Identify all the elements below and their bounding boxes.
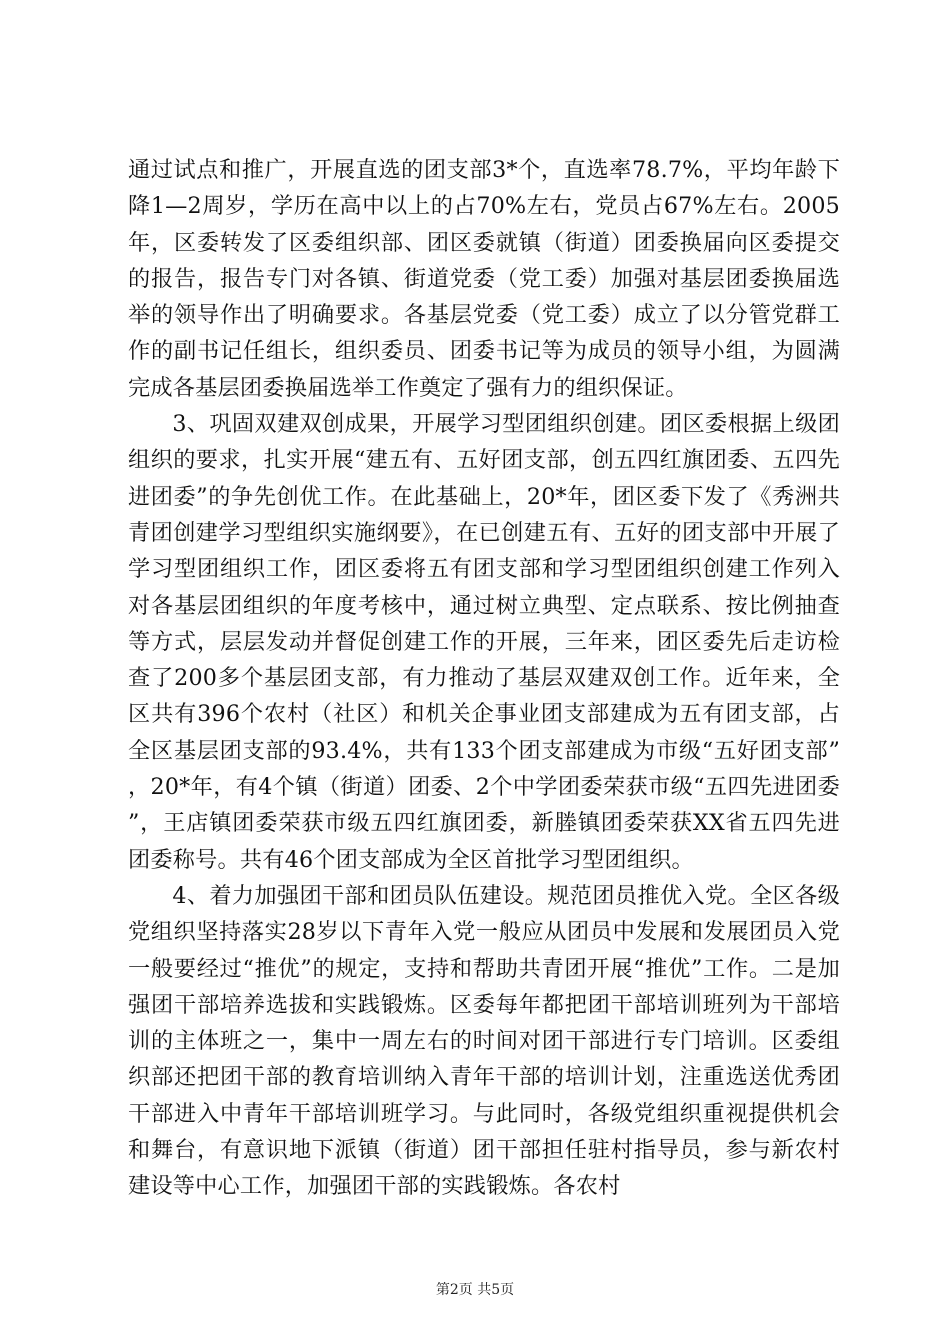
paragraph-3: 4、着力加强团干部和团员队伍建设。规范团员推优入党。全区各级党组织坚持落实28岁以下青年入党一般应从团员中发展和发展团员入党一般要经过“推优”的规定，支持和帮助共青团开展“推优”工作。二是加强团干部培养选拔和实践锻炼。区委每年都把团干部培训班列为干部培训的主体班之一，集中一周左右的时间对团干部进行专门培训。区委组织部还把团干部的教育培训纳入青年干部的培训计划，注重选送优秀团干部进入中青年干部培训班学习。与此同时，各级党组织重视提供机会和舞台，有意识地下派镇（街道）团干部担任驻村指导员，参与新农村建设等中心工作，加强团干部的实践锻炼。各农村 (128, 882, 840, 1200)
page-number-footer: 第2页 共5页 (435, 1282, 515, 1298)
document-body (128, 152, 840, 1205)
paragraph-2: 3、巩固双建双创成果，开展学习型团组织创建。团区委根据上级团组织的要求，扎实开展“建五有、五好团支部，创五四红旗团委、五四先进团委”的争先创优工作。在此基础上，20*年，团区委下发了《秀洲共青团创建学习型组织实施纲要》，在已创建五有、五好的团支部中开展了学习型团组织工作，团区委将五有团支部和学习型团组织创建工作列入对各基层团组织的年度考核中，通过树立典型、定点联系、按比例抽查等方式，层层发动并督促创建工作的开展，三年来，团区委先后走访检查了200多个基层团支部，有力推动了基层双建双创工作。近年来，全区共有396个农村（社区）和机关企事业团支部建成为五有团支部，占全区基层团支部的93.4%，共有133个团支部建成为市级“五好团支部”，20*年，有4个镇（街道）团委、2个中学团委荣获市级“五四先进团委”，王店镇团委荣获市级五四红旗团委，新塍镇团委荣获XX省五四先进团委称号。共有46个团支部成为全区首批学习型团组织。 (128, 411, 840, 873)
paragraph-1: 通过试点和推广，开展直选的团支部3*个，直选率78.7%，平均年龄下降1—2周岁，学历在高中以上的占70%左右，党员占67%左右。2005年，区委转发了区委组织部、团区委就镇（街道）团委换届向区委提交的报告，报告专门对各镇、街道党委（党工委）加强对基层团委换届选举的领导作出了明确要求。各基层党委（党工委）成立了以分管党群工作的副书记任组长，组织委员、团委书记等为成员的领导小组，为圆满完成各基层团委换届选举工作奠定了强有力的组织保证。 (128, 157, 840, 401)
